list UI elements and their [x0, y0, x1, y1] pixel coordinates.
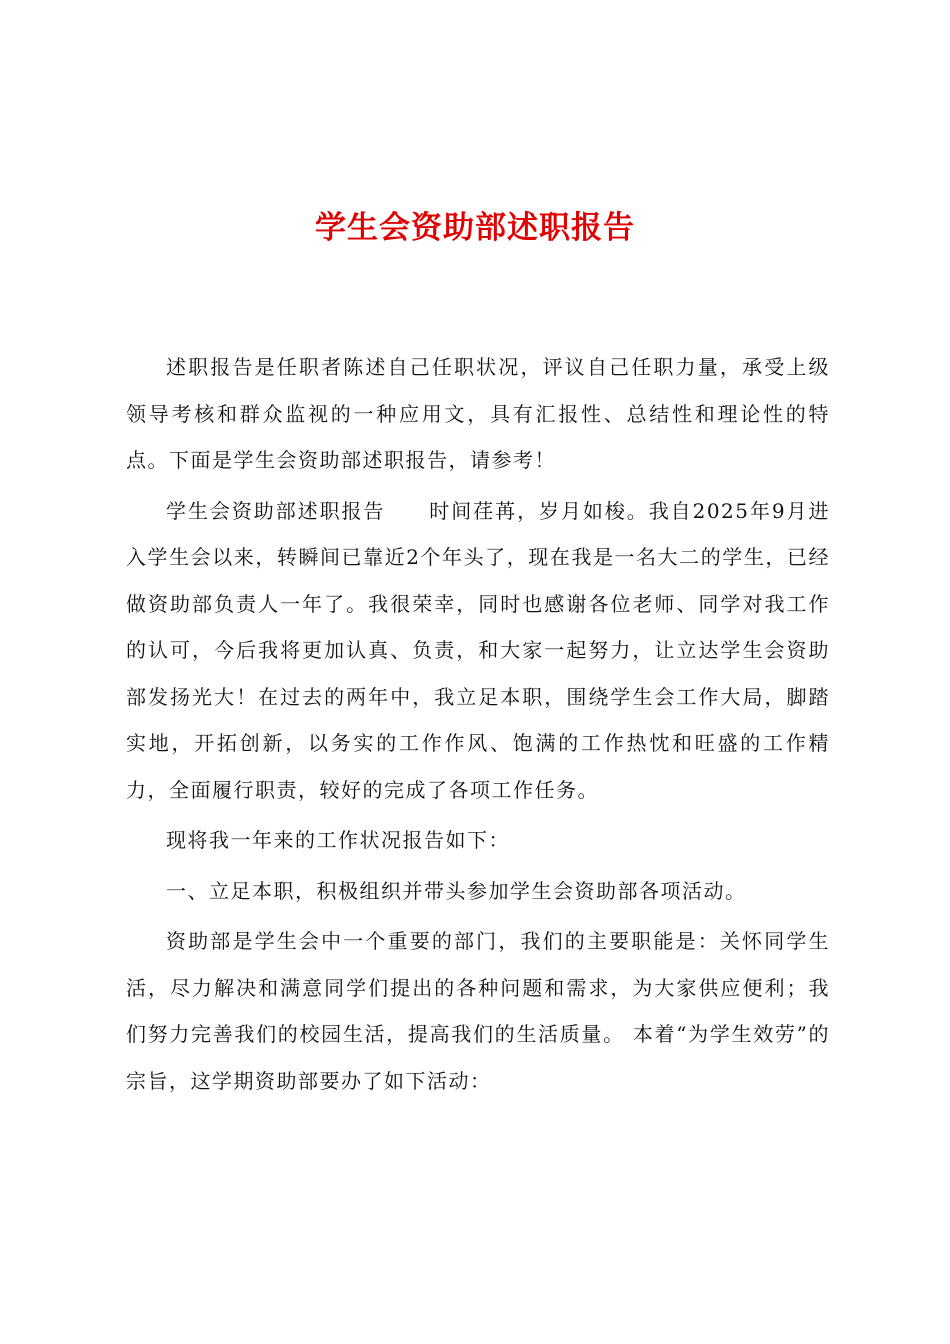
document-title: 学生会资助部述职报告 — [315, 210, 635, 246]
paragraph-report-opening: 学生会资助部述职报告 时间荏苒，岁月如梭。我自2025年9月进入学生会以来，转瞬间已靠近2个年头了，现在我是一名大二的学生，已经做资助部负责人一年了。我很荣幸，同时也感谢各位老师、同学对我工作的认可，今后我将更加认真、负责，和大家一起努力，让立达学生会资助部发扬光大！在过去的两年中，我立足本职，围绕学生会工作大局，脚踏实地，开拓创新，以务实的工作作风、饱满的工作热忱和旺盛的工作精力，全面履行职责，较好的完成了各项工作任务。 — [126, 498, 830, 802]
document-body — [126, 344, 830, 1104]
paragraph-intro: 述职报告是任职者陈述自己任职状况，评议自己任职力量，承受上级领导考核和群众监视的一种应用文，具有汇报性、总结性和理论性的特点。下面是学生会资助部述职报告，请参考！ — [126, 355, 830, 472]
paragraph-department-duties: 资助部是学生会中一个重要的部门，我们的主要职能是：关怀同学生活，尽力解决和满意同学们提出的各种问题和需求，为大家供应便利；我们努力完善我们的校园生活，提高我们的生活质量。 本着“为学生效劳”的宗旨，这学期资助部要办了如下活动： — [126, 929, 830, 1093]
paragraph-report-lead: 现将我一年来的工作状况报告如下： — [166, 828, 510, 852]
paragraph-section-heading: 一、立足本职，积极组织并带头参加学生会资助部各项活动。 — [166, 878, 747, 903]
